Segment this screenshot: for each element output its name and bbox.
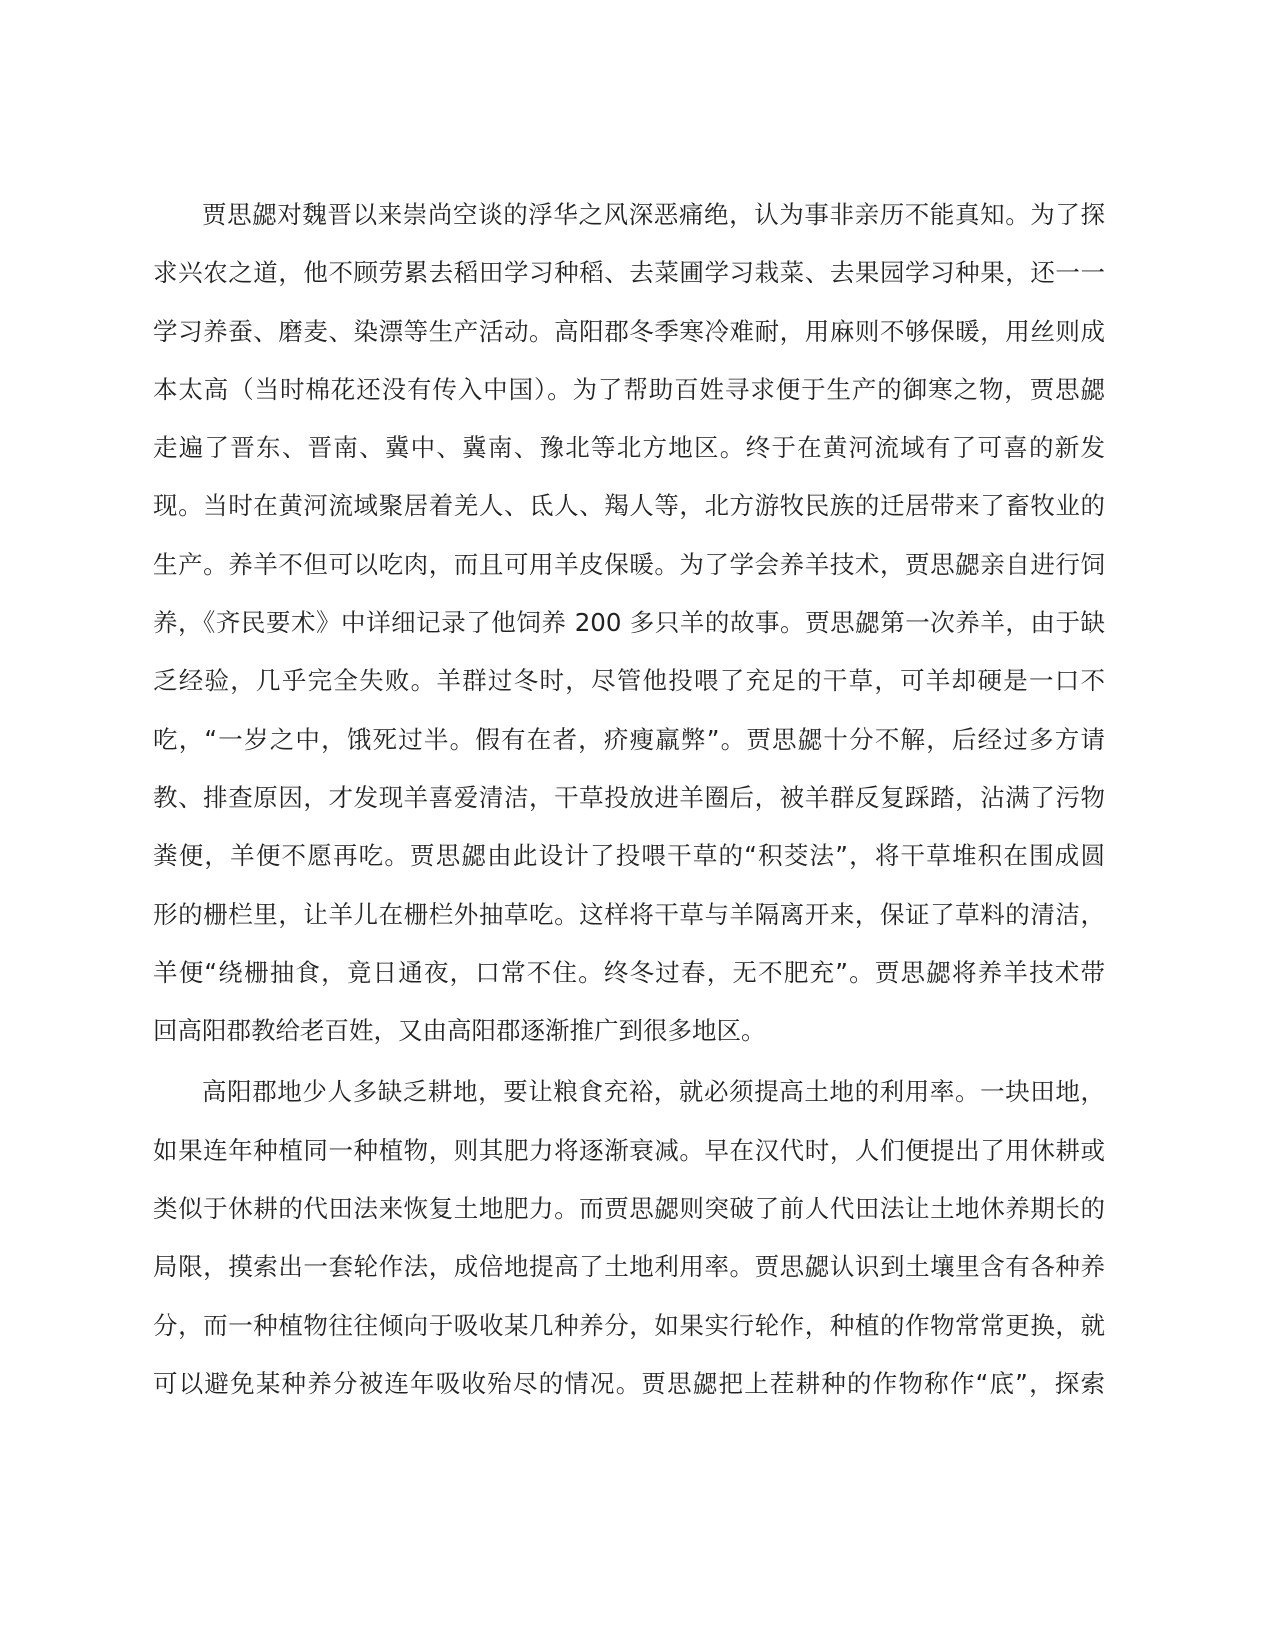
paragraph-crop-rotation	[153, 1063, 1105, 1413]
text-line: 生产。养羊不但可以吃肉，而且可用羊皮保暖。为了学会养羊技术，贾思勰亲自进行饲	[153, 549, 1105, 579]
text-line: 学习养蚕、磨麦、染漂等生产活动。高阳郡冬季寒冷难耐，用麻则不够保暖，用丝则成	[153, 316, 1105, 346]
text-line: 乏经验，几乎完全失败。羊群过冬时，尽管他投喂了充足的干草，可羊却硬是一口不	[153, 666, 1105, 696]
text-line: 养，《齐民要术》中详细记录了他饲养 200 多只羊的故事。贾思勰第一次养羊，由于缺	[153, 608, 1105, 638]
text-line: 局限，摸索出一套轮作法，成倍地提高了土地利用率。贾思勰认识到土壤里含有各种养	[153, 1252, 1105, 1282]
text-line: 形的栅栏里，让羊儿在栅栏外抽草吃。这样将干草与羊隔离开来，保证了草料的清洁，	[153, 899, 1105, 929]
text-line: 类似于休耕的代田法来恢复土地肥力。而贾思勰则突破了前人代田法让土地休养期长的	[153, 1194, 1105, 1224]
text-line: 求兴农之道，他不顾劳累去稻田学习种稻、去菜圃学习栽菜、去果园学习种果，还一一	[153, 258, 1105, 288]
text-line: 高阳郡地少人多缺乏耕地，要让粮食充裕，就必须提高土地的利用率。一块田地，	[202, 1077, 1105, 1107]
text-line: 分，而一种植物往往倾向于吸收某几种养分，如果实行轮作，种植的作物常常更换，就	[153, 1310, 1105, 1340]
paragraph-sheep-raising	[153, 186, 1105, 1060]
text-line: 本太高（当时棉花还没有传入中国）。为了帮助百姓寻求便于生产的御寒之物，贾思勰	[153, 374, 1105, 404]
text-line: 贾思勰对魏晋以来崇尚空谈的浮华之风深恶痛绝，认为事非亲历不能真知。为了探	[202, 200, 1105, 229]
document-body	[153, 186, 1105, 1413]
text-line: 走遍了晋东、晋南、冀中、冀南、豫北等北方地区。终于在黄河流域有了可喜的新发	[153, 433, 1105, 463]
text-line: 羊便“绕栅抽食，竟日通夜，口常不住。终冬过春，无不肥充”。贾思勰将养羊技术带	[153, 957, 1105, 987]
text-line: 吃，“一岁之中，饿死过半。假有在者，疥瘦羸弊”。贾思勰十分不解，后经过多方请	[153, 724, 1105, 754]
text-line: 现。当时在黄河流域聚居着羌人、氐人、羯人等，北方游牧民族的迁居带来了畜牧业的	[153, 491, 1105, 521]
text-line: 教、排查原因，才发现羊喜爱清洁，干草投放进羊圈后，被羊群反复踩踏，沾满了污物	[153, 782, 1105, 812]
text-line: 如果连年种植同一种植物，则其肥力将逐渐衰减。早在汉代时，人们便提出了用休耕或	[153, 1135, 1105, 1165]
text-line: 粪便，羊便不愿再吃。贾思勰由此设计了投喂干草的“积茭法”，将干草堆积在围成圆	[153, 841, 1105, 871]
text-line: 回高阳郡教给老百姓，又由高阳郡逐渐推广到很多地区。	[153, 1016, 766, 1046]
text-line: 可以避免某种养分被连年吸收殆尽的情况。贾思勰把上茬耕种的作物称作“底”，探索	[153, 1368, 1105, 1398]
